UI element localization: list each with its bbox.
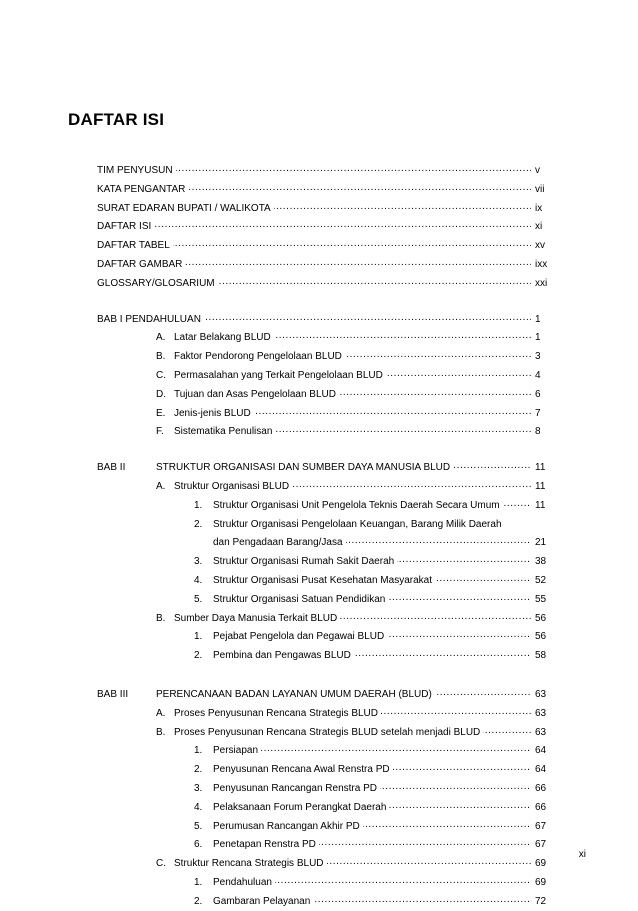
entry-title: Penetapan Renstra PD [213, 836, 319, 855]
entry-page: 4 [535, 367, 541, 386]
entry-title: Perumusan Rancangan Akhir PD [213, 818, 363, 837]
entry-title: KATA PENGANTAR [97, 181, 188, 200]
section-entry [97, 705, 547, 724]
entry-title: Jenis-jenis BLUD [174, 405, 254, 424]
section-entry [97, 478, 547, 497]
entry-number: C. [156, 858, 166, 870]
entry-number: F. [156, 426, 164, 438]
entry-page: 67 [535, 836, 546, 855]
entry-page: 56 [535, 610, 546, 629]
entry-page: 1 [535, 311, 541, 330]
entry-page: 11 [535, 497, 545, 516]
entry-title: Penyusunan Rencana Awal Renstra PD [213, 761, 393, 780]
entry-number: 3. [194, 556, 203, 568]
chapter-heading [97, 686, 547, 705]
entry-number: 1. [194, 745, 203, 757]
entry-title: Proses Penyusunan Rencana Strategis BLUD [174, 705, 381, 724]
toc-front-entry [97, 256, 547, 275]
entry-title: Pembina dan Pengawas BLUD [213, 647, 354, 666]
toc-entry [97, 893, 547, 911]
entry-page: xv [535, 237, 545, 256]
entry-page: v [535, 162, 540, 181]
toc-front-entry [97, 181, 547, 200]
toc-entry [97, 534, 547, 553]
entry-page: 63 [535, 705, 546, 724]
toc-entry [97, 591, 547, 610]
toc-entry [97, 497, 547, 516]
entry-number: 5. [194, 593, 203, 605]
toc-front-entry [97, 218, 547, 237]
toc-front-entry [97, 237, 547, 256]
entry-number: C. [156, 369, 166, 381]
entry-title: Struktur Organisasi Pusat Kesehatan Masyarakat [213, 572, 435, 591]
entry-title: Struktur Rencana Strategis BLUD [174, 855, 327, 874]
entry-page: 67 [535, 818, 546, 837]
toc-entry [97, 367, 547, 386]
entry-page: ix [535, 200, 542, 219]
toc-entry [97, 553, 547, 572]
entry-page: 52 [535, 572, 546, 591]
dot-leader [97, 218, 531, 235]
entry-page: 66 [535, 780, 546, 799]
entry-number: 3. [194, 782, 203, 794]
entry-title: Sumber Daya Manusia Terkait BLUD [174, 610, 340, 629]
toc-entry [97, 386, 547, 405]
toc-entry [97, 329, 547, 348]
toc-entry [97, 348, 547, 367]
entry-title: Pelaksanaan Forum Perangkat Daerah [213, 799, 389, 818]
entry-page: 63 [535, 686, 546, 705]
entry-page: 64 [535, 761, 546, 780]
entry-title: Proses Penyusunan Rencana Strategis BLUD setelah menjadi BLUD [174, 724, 483, 743]
entry-page: vii [535, 181, 544, 200]
entry-page: ixx [535, 256, 547, 275]
entry-title: Sistematika Penulisan [174, 423, 275, 442]
entry-number: 2. [194, 518, 203, 530]
entry-number: A. [156, 707, 166, 719]
entry-page: xi [535, 218, 542, 237]
entry-title: Latar Belakang BLUD [174, 329, 274, 348]
chapter-label: BAB II [97, 462, 126, 474]
entry-title: Struktur Organisasi Satuan Pendidikan [213, 591, 388, 610]
toc-entry [97, 780, 547, 799]
entry-number: D. [156, 388, 166, 400]
entry-number: 1. [194, 631, 203, 643]
entry-number: B. [156, 612, 166, 624]
entry-page: 7 [535, 405, 541, 424]
toc-entry [97, 799, 547, 818]
entry-page: 55 [535, 591, 546, 610]
entry-number: A. [156, 332, 166, 344]
toc-front-entry [97, 275, 547, 294]
section-entry [97, 724, 547, 743]
entry-title: Penyusunan Rancangan Renstra PD [213, 780, 380, 799]
entry-title: Faktor Pendorong Pengelolaan BLUD [174, 348, 345, 367]
entry-page: 64 [535, 742, 546, 761]
toc-entry [97, 423, 547, 442]
entry-page: 63 [535, 724, 546, 743]
entry-title: TIM PENYUSUN [97, 162, 176, 181]
entry-page: 56 [535, 628, 546, 647]
toc-front-entry [97, 162, 547, 181]
entry-page: 72 [535, 893, 546, 911]
toc-entry [97, 761, 547, 780]
entry-page: 21 [535, 534, 546, 553]
toc-entry [97, 836, 547, 855]
entry-title: DAFTAR ISI [97, 218, 154, 237]
section-entry [97, 610, 547, 629]
entry-number: B. [156, 351, 166, 363]
entry-number: A. [156, 480, 166, 492]
chapter-heading [97, 459, 547, 478]
toc-front-entry [97, 200, 547, 219]
entry-number: 6. [194, 839, 203, 851]
entry-number: 5. [194, 820, 203, 832]
toc-entry [97, 405, 547, 424]
entry-page: 69 [535, 874, 546, 893]
entry-page: 1 [535, 329, 541, 348]
entry-title: SURAT EDARAN BUPATI / WALIKOTA [97, 200, 274, 219]
entry-title: PERENCANAAN BADAN LAYANAN UMUM DAERAH (BLUD) [156, 686, 435, 705]
entry-title: DAFTAR GAMBAR [97, 256, 185, 275]
entry-title: Permasalahan yang Terkait Pengelolaan BLUD [174, 367, 386, 386]
entry-title: Pendahuluan [213, 874, 275, 893]
entry-page: 8 [535, 423, 541, 442]
entry-page: 6 [535, 386, 541, 405]
entry-page: 3 [535, 348, 541, 367]
toc-entry [97, 516, 547, 535]
entry-page: 11 [535, 478, 545, 497]
toc-entry [97, 874, 547, 893]
toc-entry [97, 572, 547, 591]
entry-page: 69 [535, 855, 546, 874]
entry-page: 66 [535, 799, 546, 818]
entry-title: Tujuan dan Asas Pengelolaan BLUD [174, 386, 339, 405]
entry-page: 11 [535, 459, 545, 478]
entry-title: DAFTAR TABEL [97, 237, 173, 256]
entry-title: Persiapan [213, 742, 261, 761]
chapter-label: BAB III [97, 688, 129, 700]
page-number: xi [578, 849, 586, 860]
entry-title: Struktur Organisasi Unit Pengelola Teknis Daerah Secara Umum [213, 497, 503, 516]
toc-entry [97, 818, 547, 837]
entry-number: 1. [194, 876, 203, 888]
toc-entry [97, 647, 547, 666]
toc-entry [97, 742, 547, 761]
entry-number: E. [156, 407, 166, 419]
entry-page: 58 [535, 647, 546, 666]
entry-number: 1. [194, 499, 203, 511]
entry-number: 2. [194, 650, 203, 662]
entry-title: Struktur Organisasi Rumah Sakit Daerah [213, 553, 397, 572]
entry-page: 38 [535, 553, 546, 572]
entry-title: Struktur Organisasi BLUD [174, 478, 292, 497]
entry-title: GLOSSARY/GLOSARIUM [97, 275, 218, 294]
entry-page: xxi [535, 275, 547, 294]
page-title: DAFTAR ISI [68, 110, 165, 129]
section-entry [97, 855, 547, 874]
entry-title: STRUKTUR ORGANISASI DAN SUMBER DAYA MANUSIA BLUD [156, 459, 453, 478]
toc-entry [97, 628, 547, 647]
entry-title: dan Pengadaan Barang/Jasa [213, 534, 346, 553]
entry-number: B. [156, 726, 166, 738]
entry-title: BAB I PENDAHULUAN [97, 311, 204, 330]
entry-title: Struktur Organisasi Pengelolaan Keuangan, Barang Milik Daerah [213, 516, 505, 535]
entry-title: Pejabat Pengelola dan Pegawai BLUD [213, 628, 387, 647]
chapter-heading [97, 311, 547, 330]
entry-number: 4. [194, 801, 203, 813]
entry-number: 2. [194, 764, 203, 776]
entry-number: 4. [194, 574, 203, 586]
entry-title: Gambaran Pelayanan [213, 893, 313, 911]
entry-number: 2. [194, 895, 203, 907]
table-of-contents [97, 162, 547, 911]
